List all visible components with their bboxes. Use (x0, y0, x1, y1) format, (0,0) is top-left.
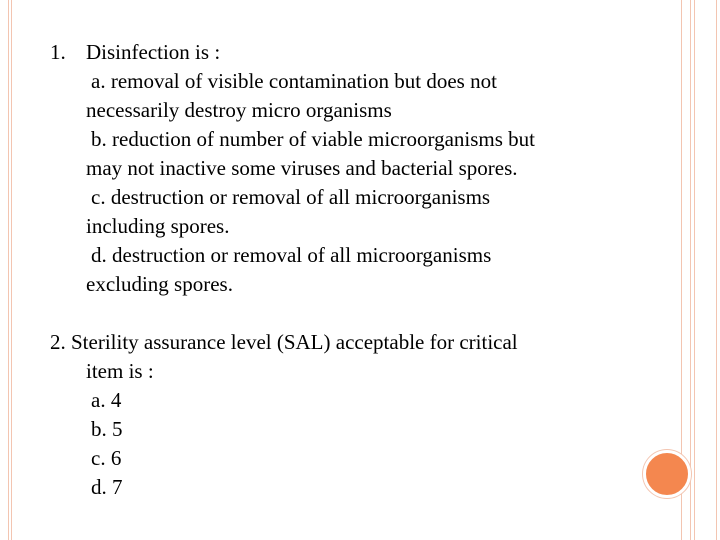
slide-content (50, 38, 650, 502)
option-1b-line2: may not inactive some viruses and bacterial spores. (86, 156, 518, 180)
left-frame-border (8, 0, 12, 540)
option-1d-line1: d. destruction or removal of all microorganisms (91, 243, 492, 267)
option-2c: c. 6 (91, 446, 122, 470)
spacer (50, 299, 650, 328)
option-2a: a. 4 (91, 388, 122, 412)
question-1-text: Disinfection is : (86, 40, 221, 64)
question-2-stem-line2: item is : (86, 359, 154, 383)
option-1c-line1: c. destruction or removal of all microorganisms (91, 185, 491, 209)
option-2b: b. 5 (91, 417, 123, 441)
accent-circle-decoration (643, 450, 691, 498)
option-1b-line1: b. reduction of number of viable microorganisms but (91, 127, 536, 151)
option-1a-line1: a. removal of visible contamination but does not (91, 69, 497, 93)
question-1-stem (50, 38, 650, 67)
option-2d: d. 7 (91, 475, 123, 499)
option-1c-line2: including spores. (86, 214, 230, 238)
question-1-options (50, 67, 650, 299)
option-1a-line2: necessarily destroy micro organisms (86, 98, 392, 122)
question-2-stem-line1: 2. Sterility assurance level (SAL) acceptable for critical (50, 330, 518, 354)
option-1d-line2: excluding spores. (86, 272, 233, 296)
question-2-options (50, 386, 650, 502)
question-1-number: 1. (50, 40, 66, 64)
